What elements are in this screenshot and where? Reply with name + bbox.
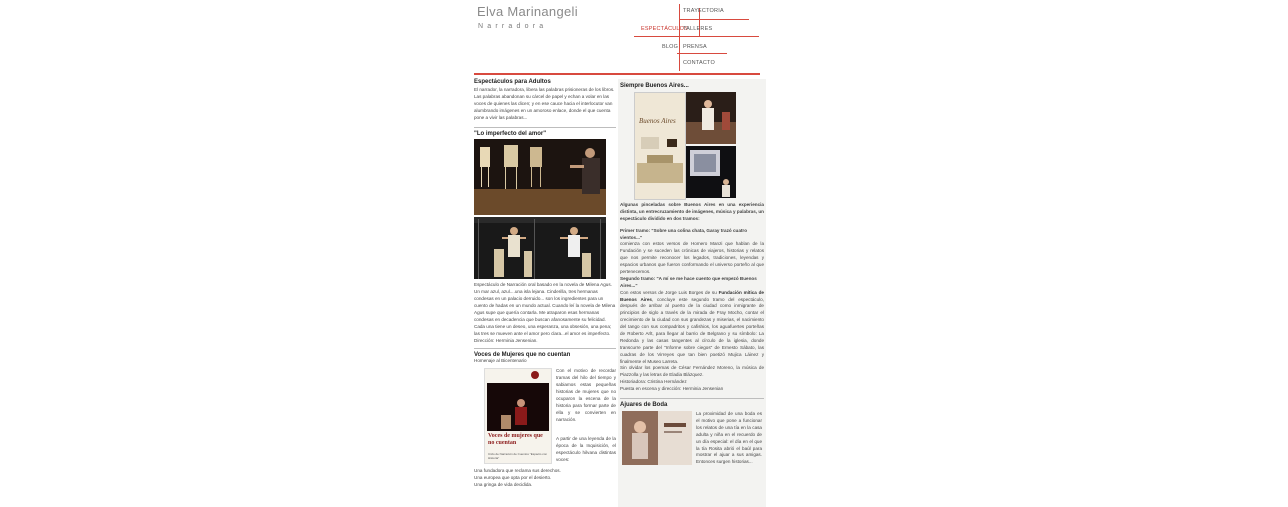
- left-column: [474, 79, 616, 489]
- poster-title: Voces de mujeres que no cuentan: [488, 433, 543, 446]
- tramo2-tail: Sin olvidar los poemas de César Fernández Moreno, la música de Piazzolla y las letras de Eladia Blázquez.: [620, 365, 764, 378]
- mujeres-content: [474, 368, 616, 468]
- stage-photo-top: [474, 139, 606, 215]
- section-body: El narrador, la narradora, libera las palabras prisioneras de los libros. Las palabras abandonan su cárcel de papel y echan a volar en las voces de quienes las dicen; y en ese cauce hacia el interlocutor van alumbrando imágenes en un amoroso enlace, donde el que cuenta pone a vivir las palabras...: [474, 87, 615, 120]
- nav-link-prensa[interactable]: PRENSA: [683, 44, 707, 50]
- header-divider: [474, 73, 760, 75]
- nav-link-espectaculos[interactable]: ESPECTÁCULOS: [641, 26, 689, 32]
- section-body: Espectáculo de Narración oral basado en la novela de Milena Agus. Un mar azul, azul....una isla lejana. Cinderilla, tres hermanas condesas en un palacio derruido... son los ingredientes para un cuento de hadas en un mundo actual. Cuando leí la novela de Milena Agus supe que quería contarla. Me atraparon esas hermanas condesas en decadencia que buscan afanosamente su felicidad. Cada una tiene un deseo, una esperanza, una obsesión, una pena; las tres se mueven ante el amor pero clara...el amor es imperfecto. Dirección: Herminia Jensenian.: [474, 282, 616, 343]
- divider: [474, 127, 616, 128]
- section-title[interactable]: Siempre Buenos Aires...: [620, 83, 689, 89]
- section-title[interactable]: Ajuares de Boda: [620, 402, 668, 409]
- nav-grid-line: [679, 19, 749, 20]
- list-item: Una europea que opta por el desierto.: [474, 475, 552, 481]
- mujeres-body-2: A partir de una leyenda de la época de la Inquisición, el espectáculo hilvana distintas voces:: [556, 436, 616, 463]
- right-column: [618, 79, 766, 507]
- seal-icon: [531, 371, 539, 379]
- section-imperfecto: [474, 131, 616, 344]
- ajuares-body: La proximidad de una boda es el motivo que pone a funcionar los relatos de una tía en la casa adulta y niña en el recuerdo de un día especial: el día en el que la tía Rosita abrió el baúl para mostrar el ajuar a sus amigas. Entonces surgen historias...: [696, 411, 762, 465]
- poster-graphic: [637, 135, 683, 185]
- ajuares-poster[interactable]: [622, 411, 692, 465]
- divider: [620, 398, 764, 399]
- nav-link-blog[interactable]: BLOG: [662, 44, 679, 50]
- section-adultos: [474, 79, 616, 121]
- list-item: Una gringa de vida decidida.: [474, 482, 533, 488]
- buenos-aires-poster[interactable]: [634, 92, 686, 200]
- nav-link-contacto[interactable]: CONTACTO: [683, 60, 715, 66]
- stage-photo-collage: [474, 139, 606, 279]
- buenos-aires-collage: [634, 92, 738, 198]
- mujeres-body: Con el motivo de recordar tramas del hilo del tiempo y sabiamos estas pequeñas historias de mujeres que no ocuparon la escena de la historia para formar parte de ella y se convierten en narración.: [556, 368, 616, 422]
- tramo1-label: Primer tramo: "Sobre una colina chata, Garay trazó cuatro vientos...": [620, 227, 748, 240]
- nav-link-trayectoria[interactable]: TRAYECTORIA: [683, 8, 724, 14]
- nav-grid-line: [679, 4, 680, 71]
- ajuares-content: [620, 411, 764, 471]
- nav-grid-line: [634, 36, 759, 37]
- stage-photo-bottom: [474, 217, 606, 279]
- section-title[interactable]: Espectáculos para Adultos: [474, 79, 551, 85]
- site-container: [474, 0, 764, 507]
- tramo2-pre: Con estos versos de Jorge Luis Borges de su: [620, 289, 717, 295]
- tramo1-body: comienza con estos versos de Homero Manzi que hablan de la Fundación y se suceden las crónicas de viajeros, historias y relatos que nos permite reconocer los legados, tradiciones, leyendas y espacios urbanos que fueron conformando el universo porteño al que pertenecemos.: [620, 241, 764, 275]
- divider: [474, 348, 616, 349]
- poster-title: Buenos Aires: [639, 117, 676, 125]
- performance-photo-bottom: [686, 146, 736, 198]
- section-mujeres: [474, 352, 616, 489]
- mujeres-poster[interactable]: [484, 368, 552, 464]
- poster-subtitle: Ciclo de Narración de Cuentos "Espacio con Historia": [488, 452, 548, 460]
- nav-grid-line: [677, 53, 727, 54]
- list-item: Una fundadora que reclama sus derechos.: [474, 468, 561, 474]
- performance-photo-top: [686, 92, 736, 144]
- tramo2-rest: , concluye este segundo tramo del espectáculo, después de arribar al puerto de la ciudad como inmigrante de principios de siglo a través de la mirada de Fray Mocho, contar el crecimiento de la ciudad con sus grandezas y miserias, el nacimiento del tango con sus compadritos y cafishios, los aguafuertes porteñas de Roberto Arlt, para llegar al barrio de Belgrano y su símbolo: La Redonda y las casas tangentes al círculo de la iglesia, donde transcurre parte del "Informe sobre ciegos" de Ernesto Sábato, las cuadras de los Virreyes que tan bien poetizó Mujica Láinez y finalmente el Museo Larreta.: [620, 296, 764, 364]
- tramo2-label: Segundo tramo: "A mí se me hace cuento que empezó Buenos Aires...": [620, 275, 757, 288]
- intro-text: Algunas pinceladas sobre Buenos Aires en una experiencia distinta, un entrecruzamiento de imágenes, música y palabras, un espectáculo dividido en dos tramos:: [620, 202, 764, 221]
- poster-photo: [487, 383, 549, 431]
- section-title[interactable]: Voces de Mujeres que no cuentan: [474, 352, 571, 359]
- fundacion-link[interactable]: Fundación mítica de Buenos Aires: [620, 289, 764, 302]
- tramo2-body: [620, 290, 764, 366]
- section-title[interactable]: "Lo imperfecto del amor": [474, 131, 547, 138]
- brand-name[interactable]: Elva Marinangeli: [477, 4, 578, 19]
- credit-direccion: Puesta en escena y dirección: Herminia Jensenian: [620, 386, 724, 392]
- brand-tagline: Narradora: [478, 23, 548, 30]
- section-subtitle: Homenaje al Bicentenario: [474, 358, 527, 364]
- nav-link-talleres[interactable]: TALLERES: [683, 26, 713, 32]
- credit-historiadora: Historiadora: Cristina Hernández: [620, 379, 687, 385]
